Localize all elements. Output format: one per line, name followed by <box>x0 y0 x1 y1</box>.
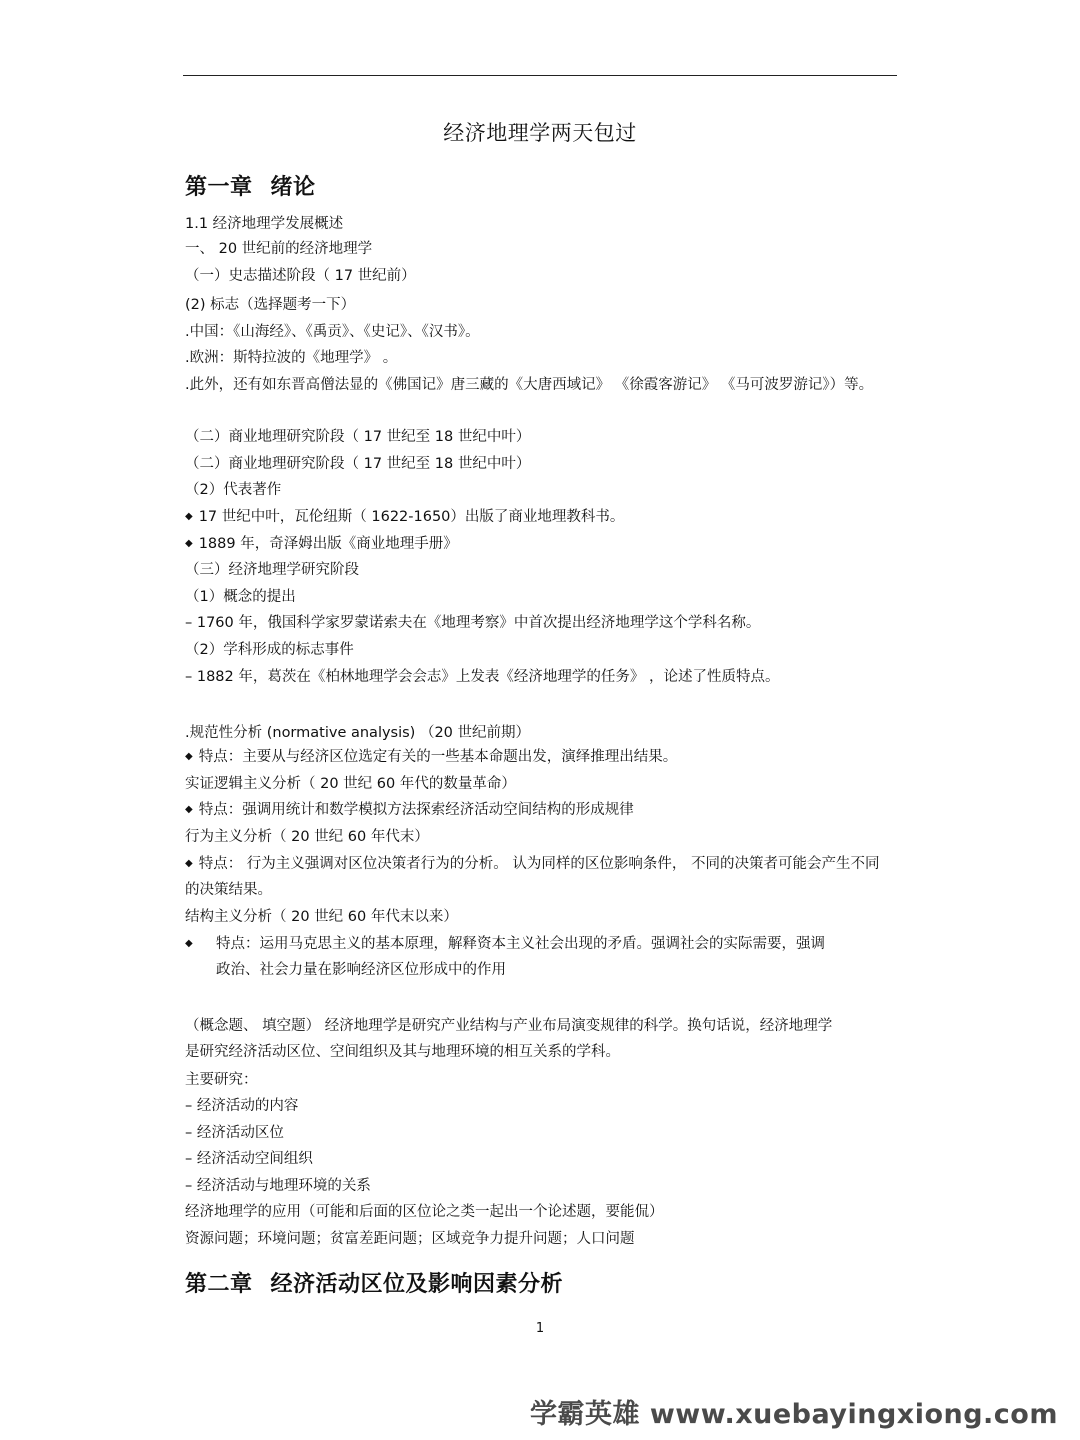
bullet-item: ◆ 1889 年，奇泽姆出版《商业地理手册》 <box>185 536 458 552</box>
other-works: .此外，还有如东晋高僧法显的《佛国记》唐三藏的《大唐西域记》 《徐霞客游记》 《马可波罗游记》）等。 <box>185 377 874 393</box>
section-1-1: 1.1 经济地理学发展概述 <box>185 216 344 232</box>
bullet-icon: ◆ <box>185 938 193 949</box>
stage-1-sign: (2) 标志（选择题考一下） <box>185 297 356 313</box>
dash-item: – 经济活动区位 <box>185 1125 284 1141</box>
bullet-icon: ◆ <box>185 511 193 522</box>
stage-2: （二）商业地理研究阶段（ 17 世纪至 18 世纪中叶） <box>185 429 531 445</box>
structuralist-analysis: 结构主义分析（ 20 世纪 60 年代末以来） <box>185 909 458 925</box>
dash-item: – 经济活动的内容 <box>185 1098 299 1114</box>
europe-works: .欧洲：斯特拉波的《地理学》 。 <box>185 350 398 366</box>
normative-analysis: .规范性分析 (normative analysis) （20 世纪前期） <box>185 725 531 741</box>
chapter-2-heading <box>185 1267 563 1298</box>
header-rule <box>183 75 897 76</box>
bullet-icon: ◆ <box>185 858 193 869</box>
applications-list: 资源问题；环境问题；贫富差距问题；区域竞争力提升问题；人口问题 <box>185 1231 635 1247</box>
chapter-1-heading <box>185 170 316 201</box>
discipline-event-heading: （2）学科形成的标志事件 <box>185 642 354 658</box>
behavioral-analysis: 行为主义分析（ 20 世纪 60 年代末） <box>185 829 429 845</box>
dash-item: – 1882 年，葛茨在《柏林地理学会会志》上发表《经济地理学的任务》 ，论述了性质特点。 <box>185 669 780 685</box>
bullet-item: ◆ 特点： 行为主义强调对区位决策者行为的分析。 认为同样的区位影响条件， 不同的决策者可能会产生不同的决策结果。 <box>185 851 887 903</box>
china-works: .中国：《山海经》、《禹贡》、《史记》、《汉书》。 <box>185 324 480 340</box>
stage-1: （一）史志描述阶段（ 17 世纪前） <box>185 268 416 284</box>
applications-heading: 经济地理学的应用（可能和后面的区位论之类一起出一个论述题，要能侃） <box>185 1204 664 1220</box>
stage-2-repeat: （二）商业地理研究阶段（ 17 世纪至 18 世纪中叶） <box>185 456 531 472</box>
bullet-item: ◆ 17 世纪中叶，瓦伦纽斯（ 1622-1650）出版了商业地理教科书。 <box>185 509 625 525</box>
bullet-item: ◆ 特点：主要从与经济区位选定有关的一些基本命题出发，演绎推理出结果。 <box>185 749 678 765</box>
stage-3: （三）经济地理学研究阶段 <box>185 562 359 578</box>
bullet-item: ◆ 特点：强调用统计和数学模拟方法探索经济活动空间结构的形成规律 <box>185 802 634 818</box>
site-watermark: 学霸英雄 www.xuebayingxiong.com <box>529 1399 1058 1430</box>
chapter-2-name: 经济活动区位及影响因素分析 <box>270 1272 564 1297</box>
page-number: 1 <box>535 1321 545 1336</box>
positivist-analysis: 实证逻辑主义分析（ 20 世纪 60 年代的数量革命） <box>185 776 516 792</box>
chapter-2-number: 第二章 <box>185 1272 253 1297</box>
subsection-pre-20th: 一、 20 世纪前的经济地理学 <box>185 241 373 257</box>
dash-item: – 1760 年，俄国科学家罗蒙诺索夫在《地理考察》中首次提出经济地理学这个学科名称。 <box>185 615 761 631</box>
bullet-icon: ◆ <box>185 804 193 815</box>
dash-item: – 经济活动与地理环境的关系 <box>185 1178 371 1194</box>
stage-2-works-heading: （2）代表著作 <box>185 482 282 498</box>
main-research-heading: 主要研究： <box>185 1072 258 1088</box>
chapter-1-number: 第一章 <box>185 175 253 200</box>
chapter-1-name: 绪论 <box>270 175 316 200</box>
concept-proposed-heading: （1）概念的提出 <box>185 589 296 605</box>
bullet-item: ◆ 特点：运用马克思主义的基本原理，解释资本主义社会出现的矛盾。强调社会的实际需要，强调政治、社会力量在影响经济区位形成中的作用 <box>185 931 825 983</box>
dash-item: – 经济活动空间组织 <box>185 1151 313 1167</box>
definition-paragraph: （概念题、 填空题） 经济地理学是研究产业结构与产业布局演变规律的科学。换句话说，经济地理学是研究经济活动区位、空间组织及其与地理环境的相互关系的学科。 <box>185 1018 833 1060</box>
bullet-icon: ◆ <box>185 538 193 549</box>
document-title: 经济地理学两天包过 <box>443 121 637 145</box>
bullet-icon: ◆ <box>185 751 193 762</box>
